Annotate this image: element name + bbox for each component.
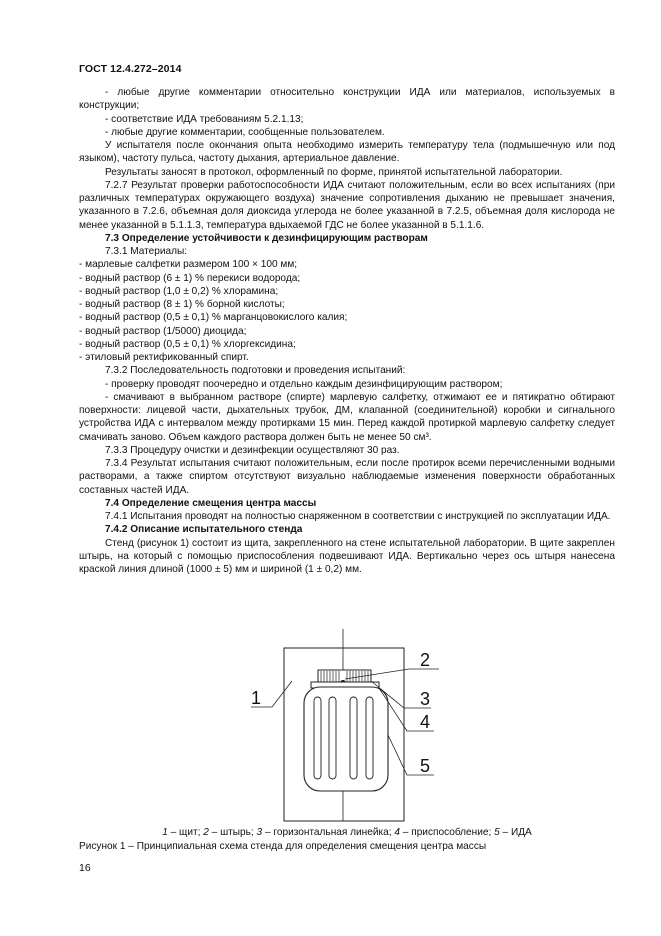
legend-num-2: 2	[203, 827, 209, 838]
paragraph: 7.3.2 Последовательность подготовки и проведения испытаний:	[105, 365, 406, 377]
legend-num-3: 3	[256, 827, 263, 838]
device-body	[304, 687, 388, 791]
paragraph: Стенд (рисунок 1) состоит из щита, закрепленного на стене испытательной лаборатории. В щите закреплен штырь, на который с помощью приспособления подвешивают ИДА. Вертикально через ось штыря нанесена краской линия длиной (1000 ± 5) мм и шириной (1 ± 0,2) мм.	[79, 537, 615, 575]
label-2: 2	[420, 650, 431, 670]
paragraph: - марлевые салфетки размером 100 × 100 мм;	[79, 259, 298, 271]
paragraph: - водный раствор (0,5 ± 0,1) % хлоргексидина;	[79, 338, 296, 350]
section-heading: 7.4.2 Описание испытательного стенда	[105, 524, 303, 536]
paragraph: - этиловый ректификованный спирт.	[79, 352, 249, 363]
paragraph: - проверку проводят поочередно и отдельно каждым дезинфицирующим раствором;	[105, 378, 503, 390]
legend-text-5: – ИДА	[499, 827, 532, 838]
document-header: ГОСТ 12.4.272–2014	[79, 63, 182, 75]
paragraph: - водный раствор (1/5000) диоцида;	[79, 325, 247, 337]
legend-num-1: 1	[162, 827, 168, 838]
paragraph: 7.3.4 Результат испытания считают положительным, если после протирок всеми перечисленными водными растворами, а также спиртом отсутствуют визуально наблюдаемые изменения поверхности обработанных составных частей ИДА.	[79, 458, 615, 496]
page-number: 16	[79, 862, 91, 874]
paragraph: 7.4.1 Испытания проводят на полностью снаряженном в соответствии с инструкцией по эксплуатации ИДА.	[105, 511, 611, 522]
paragraph: - водный раствор (8 ± 1) % борной кислоты;	[79, 299, 285, 310]
paragraph: У испытателя после окончания опыта необходимо измерить температуру тела (подмышечную или под языком), частоту пульса, частоту дыхания, артериальное давление.	[79, 140, 615, 165]
body-text	[79, 86, 615, 576]
paragraph: - смачивают в выбранном растворе (спирте) марлевую салфетку, отжимают ее и пятикратно обтирают поверхности: лицевой части, дыхательных трубок, ДМ, клапанной (соединительной) коробки и сигнального устройства ИДА с интервалом между протирками 15 мин. Перед каждой протиркой марлевую салфетку следует смачивать заново. Объем каждого раствора должен быть не менее 50 см³.	[79, 391, 615, 443]
figure-1	[79, 625, 615, 825]
legend-text-2: – штырь;	[208, 827, 257, 838]
paragraph: - соответствие ИДА требованиям 5.2.1.13;	[105, 113, 304, 125]
label-3: 3	[420, 689, 431, 709]
paragraph: - любые другие комментарии относительно конструкции ИДА или материалов, используемых в конструкции;	[79, 87, 615, 112]
section-heading: 7.4 Определение смещения центра массы	[105, 497, 317, 509]
stand-diagram	[79, 625, 615, 825]
label-1: 1	[251, 688, 262, 708]
paragraph: Результаты заносят в протокол, оформленный по форме, принятой испытательной лаборатории.	[105, 166, 563, 178]
label-4: 4	[420, 712, 431, 732]
paragraph: 7.2.7 Результат проверки работоспособности ИДА считают положительным, если во всех испытаниях (при различных температурах окружающего воздуха) значение сопротивления дыханию не превышает значения, указанного в 7.2.6, объемная доля диоксида углерода не более указанной в 7.2.5, объемная доля кислорода не менее указанной в 5.1.1.3, температура вдыхаемой ГДС не более указанной в 5.1.1.6.	[79, 179, 615, 231]
section-heading: 7.3 Определение устойчивости к дезинфицирующим растворам	[105, 232, 428, 244]
legend-text-1: – щит;	[167, 827, 204, 838]
legend-num-4: 4	[394, 827, 400, 838]
legend-text-3: – горизонтальная линейка;	[262, 827, 395, 838]
label-5: 5	[420, 756, 431, 776]
paragraph: - водный раствор (6 ± 1) % перекиси водорода;	[79, 272, 301, 284]
paragraph: - водный раствор (1,0 ± 0,2) % хлорамина;	[79, 285, 279, 297]
paragraph: 7.3.1 Материалы:	[105, 246, 188, 257]
paragraph: - любые другие комментарии, сообщенные пользователем.	[105, 126, 385, 138]
legend-text-4: – приспособление;	[400, 827, 495, 838]
legend-num-5: 5	[494, 827, 500, 838]
paragraph: - водный раствор (0,5 ± 0,1) % марганцовокислого калия;	[79, 312, 348, 324]
figure-caption: Рисунок 1 – Принципиальная схема стенда для определения смещения центра массы	[79, 841, 487, 852]
paragraph: 7.3.3 Процедуру очистки и дезинфекции осуществляют 30 раз.	[105, 444, 400, 456]
figure-legend	[79, 827, 615, 838]
